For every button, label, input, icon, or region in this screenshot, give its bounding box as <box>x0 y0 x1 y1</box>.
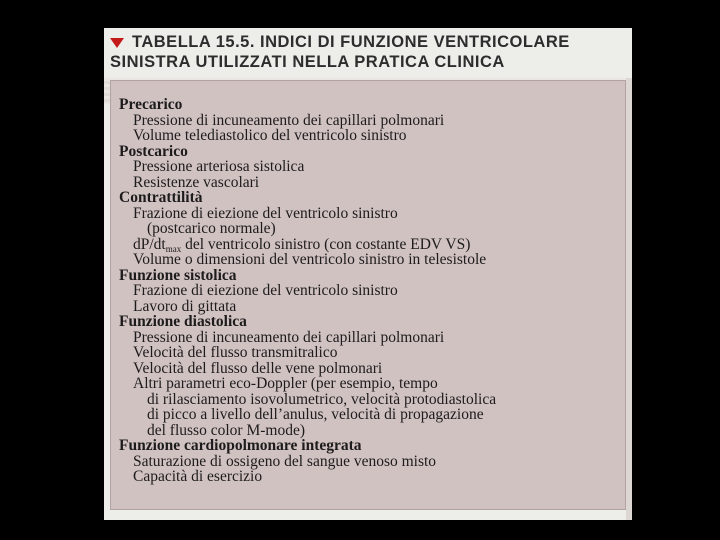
list-item: Altri parametri eco-Doppler (per esempio, tempo <box>133 375 438 392</box>
list-item: Pressione arteriosa sistolica <box>133 158 305 175</box>
list-item-continuation: di picco a livello dell’anulus, velocità di propagazione <box>147 406 484 423</box>
section-heading-contrattilita: Contrattilità <box>119 189 203 206</box>
section-heading-funzione-diastolica: Funzione diastolica <box>119 313 247 330</box>
section-heading-postcarico: Postcarico <box>119 142 188 160</box>
list-item: Lavoro di gittata <box>133 297 237 315</box>
dpdt-subscript: max <box>165 243 182 254</box>
table-title-line2: SINISTRA UTILIZZATI NELLA PRATICA CLINICA <box>110 53 505 71</box>
list-item: Capacità di esercizio <box>133 468 263 485</box>
list-item: Frazione di eiezione del ventricolo sinistro <box>133 282 398 299</box>
list-item-continuation: di rilasciamento isovolumetrico, velocità protodiastolica <box>147 390 497 408</box>
dpdt-label: dP/dt <box>133 235 166 253</box>
list-item: Frazione di eiezione del ventricolo sinistro <box>133 204 398 222</box>
list-item: Velocità del flusso transmitralico <box>133 344 338 361</box>
dpdt-text: del ventricolo sinistro (con costante EDV VS) <box>181 235 471 253</box>
list-item-continuation: del flusso color M-mode) <box>147 421 305 439</box>
triangle-bullet-icon <box>110 38 124 48</box>
list-item: Saturazione di ossigeno del sangue venoso misto <box>133 452 437 470</box>
list-item-dpdt <box>119 237 619 253</box>
table-header <box>104 28 632 82</box>
table-box <box>110 80 626 510</box>
section-heading-funzione-sistolica: Funzione sistolica <box>119 266 237 284</box>
section-heading-precarico: Precarico <box>119 96 183 113</box>
list-item: Resistenze vascolari <box>133 173 260 191</box>
list-item: Velocità del flusso delle vene polmonari <box>133 359 383 377</box>
list-item: Volume o dimensioni del ventricolo sinistro in telesistole <box>133 251 487 268</box>
section-heading-funzione-cardiopolmonare: Funzione cardiopolmonare integrata <box>119 437 362 454</box>
book-page <box>104 28 632 520</box>
table-content <box>119 97 619 485</box>
list-item-continuation: (postcarico normale) <box>147 220 276 237</box>
list-item: Pressione di incuneamento dei capillari polmonari <box>133 111 445 129</box>
list-item: Volume telediastolico del ventricolo sinistro <box>133 127 407 144</box>
list-item: Pressione di incuneamento dei capillari polmonari <box>133 328 445 346</box>
page-margin <box>626 78 632 520</box>
table-title-line1: TABELLA 15.5. INDICI DI FUNZIONE VENTRICOLARE <box>132 33 570 51</box>
